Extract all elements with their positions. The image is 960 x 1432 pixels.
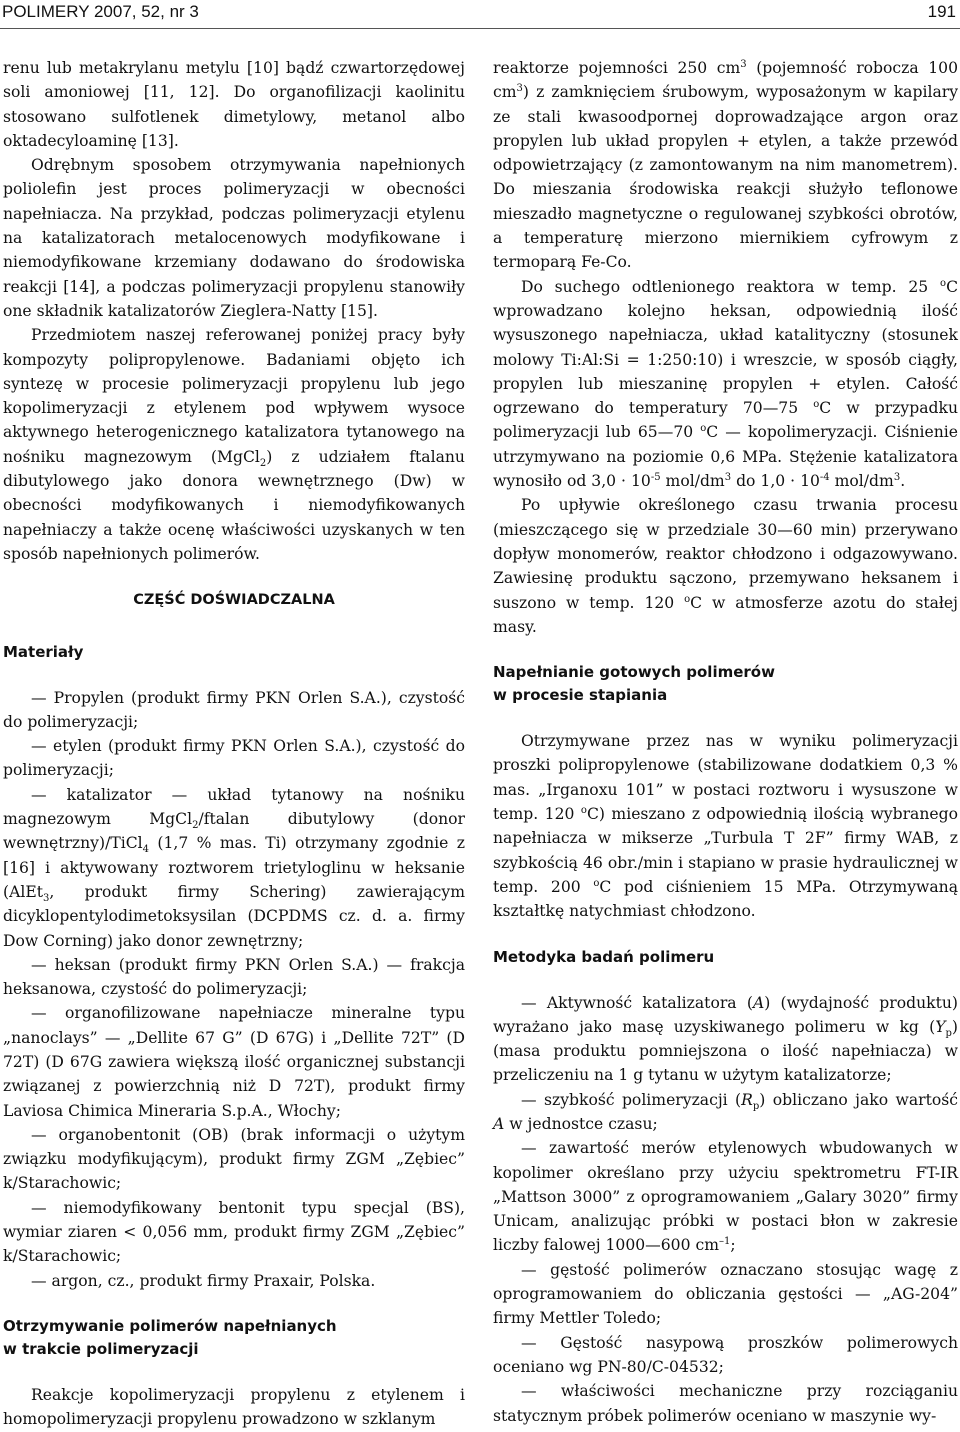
list-item: — zawartość merów etylenowych wbudowanych w kopolimer określano przy użyciu spektrometru FT-IR „Mattson 3000” z oprogramowaniem „Galary 3020” firmy Unicam, analizując próbki w postaci błon w zakresie liczby falowej 1000—600 $cm^{-1}$;	[493, 1139, 958, 1255]
list-item: — etylen (produkt firmy PKN Orlen S.A.), czystość do polimeryzacji;	[3, 737, 465, 780]
paragraph: Otrzymywane przez nas w wyniku polimeryzacji proszki polipropylenowe (stabilizowane dodatkiem 0,3 % mas. „Irganoxu 101” w postaci roztworu i wysuszone w temp. 120 $^o$C) mieszano z odpowiednią ilością wybranego napełniacza w mikserze „Turbula T 2F” firmy WAB, z szybkością 46 obr./min i stapiano w prasie hydraulicznej w temp. 200 $^o$C pod ciśnieniem 15 MPa. Otrzymywaną kształtkę natychmiast chłodzono.	[493, 732, 958, 921]
list-item: — katalizator — układ tytanowy na nośniku magnezowym MgCl$_2$/ftalan dibutylowy (donor wewnętrzny)/TiCl$_4$ (1,7 % mas. Ti) otrzymany zgodnie z [16] i aktywowany roztworem trietyloglinu w heksanie (AlEt$_3$, produkt firmy Schering) zawierającym dicyklopentylodimetoksysilan (DCPDMS cz. d. a. firmy Dow Corning) jako donor zewnętrzny;	[3, 785, 465, 950]
list-item: — heksan (produkt firmy PKN Orlen S.A.) — frakcja heksanowa, czystość do polimeryzacji;	[3, 955, 465, 999]
left-column	[3, 56, 465, 1432]
paragraph: reaktorze pojemności 250 $cm^3$ (pojemność robocza 100 $cm^3$) z zamknięciem śrubowym, wyposażonym w kapilary ze stali kwasoodpornej doprowadzające argon oraz propylen lub układ propylen + etylen, a także przewód odpowietrzający (z zamontowanym na nim manometrem). Do mieszania środowiska reakcji służyło teflonowe mieszadło magnetyczne o regulowanej szybkości obrotów, a temperaturę mierzono miernikiem cyfrowym z termoparą Fe-Co.	[493, 58, 958, 272]
list-item: — organobentonit (OB) (brak informacji o użytym związku modyfikującym), produkt firmy ZGM „Zębiec” k/Starachowic;	[3, 1125, 465, 1193]
list-item: — szybkość polimeryzacji $(R_p)$ obliczano jako wartość A w jednostce czasu;	[493, 1090, 959, 1133]
list-item: — organofilizowane napełniacze mineralne typu „nanoclays” — „Dellite 67 G” (D 67G) i „Dellite 72T” (D 72T) (D 67G zawiera większą ilość organicznej substancji związanej z powierzchnią niż D 72T), produkt firmy Laviosa Chimica Mineraria S.p.A., Włochy;	[3, 1004, 465, 1120]
section-heading-polymerization: Otrzymywanie polimerów napełnianych w trakcie polimeryzacji	[3, 1316, 337, 1358]
paragraph: renu lub metakrylanu metylu [10] bądź czwartorzędowej soli amoniowej [11, 12]. Do organofilizacji kaolinitu stosowano sulfotlenek dimetylowy, metanol albo oktadecyloaminę [13].	[3, 59, 465, 150]
running-header	[0, 0, 960, 29]
section-heading-melt-filling: Napełnianie gotowych polimerów w procesie stapiania	[493, 663, 775, 705]
right-column	[493, 56, 958, 1428]
list-item: — gęstość polimerów oznaczano stosując wagę z oprogramowaniem do obliczania gęstości — „AG-204” firmy Mettler Toledo;	[493, 1260, 958, 1328]
paragraph: Odrębnym sposobem otrzymywania napełnionych poliolefin jest proces polimeryzacji w obecności napełniacza. Na przykład, podczas polimeryzacji etylenu na katalizatorach metalocenowych modyfikowane i niemodyfikowane krzemiany dodawano do środowiska reakcji [14], a podczas polimeryzacji propylenu stanowiły one składnik katalizatorów Zieglera-Natty [15].	[3, 156, 465, 320]
page-number: 191	[927, 2, 956, 21]
paragraph: Przedmiotem naszej referowanej poniżej pracy były kompozyty polipropylenowe. Badaniami objęto ich syntezę w procesie polimeryzacji propylenu lub jego kopolimeryzacji z etylenem pod wpływem wysoce aktywnego heterogenicznego katalizatora tytanowego na nośniku magnezowym (MgCl$_2$) z udziałem ftalanu dibutylowego jako donora wewnętrznego (Dw) w obecności modyfikowanych i niemodyfikowanych napełniaczy a także ocenę właściwości uzyskanych w ten sposób napełnionych polimerów.	[3, 326, 465, 563]
list-item: — argon, cz., produkt firmy Praxair, Polska.	[31, 1271, 376, 1290]
paragraph: Reakcje kopolimeryzacji propylenu z etylenem i homopolimeryzacji propylenu prowadzono w szklanym	[3, 1385, 465, 1429]
list-item: — właściwości mechaniczne przy rozciąganiu statycznym próbek polimerów oceniano w maszynie wy-	[493, 1382, 958, 1425]
part-title: CZĘŚĆ DOŚWIADCZALNA	[133, 592, 335, 609]
materials-heading: Materiały	[3, 642, 84, 661]
list-item: — Gęstość nasypową proszków polimerowych oceniano wg PN-80/C-04532;	[493, 1333, 958, 1376]
paragraph: Po upływie określonego czasu trwania procesu (mieszczącego się w przedziale 30—60 min) przerywano dopływ monomerów, reaktor chłodzono i odgazowywano. Zawiesinę produktu sączono, przemywano heksanem i suszono w temp. 120 $^o$C w atmosferze azotu do stałej masy.	[493, 496, 959, 636]
list-item: — Aktywność katalizatora (A) (wydajność produktu) wyrażano jako masę uzyskiwanego polimeru w kg $(Y_p)$ (masa produktu pomniejszona o ilość napełniacza) w przeliczeniu na 1 g tytanu w użytym katalizatorze;	[493, 993, 958, 1085]
journal-citation: POLIMERY 2007, 52, nr 3	[2, 2, 199, 21]
list-item: — Propylen (produkt firmy PKN Orlen S.A.), czystość do polimeryzacji;	[3, 688, 465, 731]
paragraph: Do suchego odtlenionego reaktora w temp. 25 $^o$C wprowadzano kolejno heksan, odpowiednią ilość wysuszonego napełniacza, układ katalityczny (stosunek molowy Ti:Al:Si = 1:250:10) i wreszcie, w sposób ciągły, propylen lub mieszaninę propylen + etylen. Całość ogrzewano do temperatury 70—75 $^o$C w przypadku polimeryzacji lub 65—70 $^o$C — kopolimeryzacji. Ciśnienie utrzymywano na poziomie 0,6 MPa. Stężenie katalizatora wynosiło od $3,0 \cdot 10^{-5}$ mol/$dm^3$ do $1,0 \cdot 10^{-4}$ mol/$dm^3$.	[493, 277, 958, 491]
section-heading-methods: Metodyka badań polimeru	[493, 947, 715, 966]
list-item: — niemodyfikowany bentonit typu specjal (BS), wymiar ziaren < 0,056 mm, produkt firmy ZGM „Zębiec” k/Starachowic;	[3, 1198, 465, 1266]
